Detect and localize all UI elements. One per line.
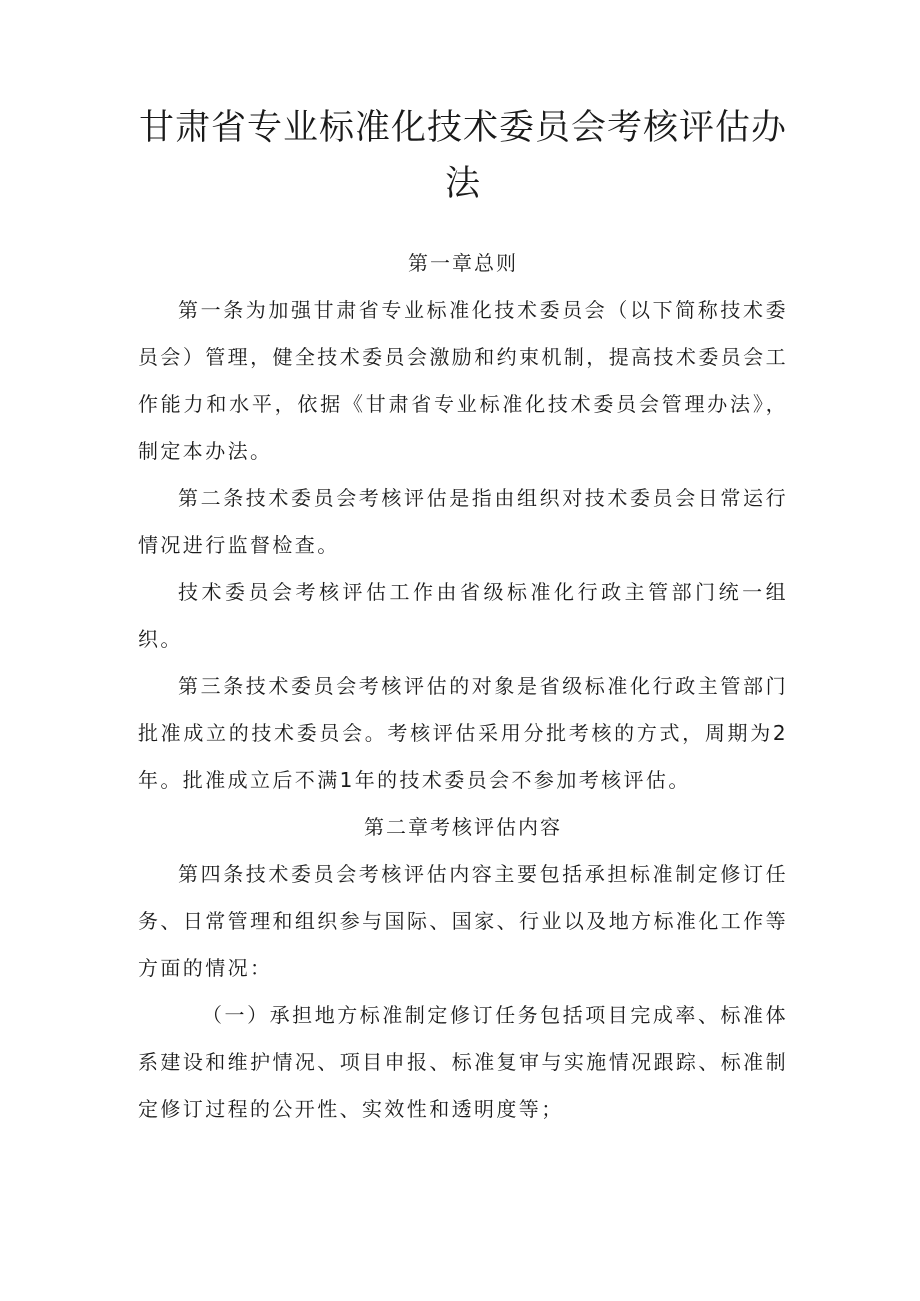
article-2: 第二条技术委员会考核评估是指由组织对技术委员会日常运行情况进行监督检查。 <box>138 486 788 557</box>
document-body <box>138 240 788 1133</box>
article-3: 第三条技术委员会考核评估的对象是省级标准化行政主管部门批准成立的技术委员会。考核评估采用分批考核的方式，周期为2年。批准成立后不满1年的技术委员会不参加考核评估。 <box>138 674 788 792</box>
article-4-item-1: （一）承担地方标准制定修订任务包括项目完成率、标准体系建设和维护情况、项目申报、标准复审与实施情况跟踪、标准制定修订过程的公开性、实效性和透明度等； <box>138 1003 788 1121</box>
article-2-paragraph-2: 技术委员会考核评估工作由省级标准化行政主管部门统一组织。 <box>138 580 788 651</box>
article-4: 第四条技术委员会考核评估内容主要包括承担标准制定修订任务、日常管理和组织参与国际、国家、行业以及地方标准化工作等方面的情况： <box>138 862 788 980</box>
document-title: 甘肃省专业标准化技术委员会考核评估办法 <box>138 108 787 204</box>
article-1: 第一条为加强甘肃省专业标准化技术委员会（以下简称技术委员会）管理，健全技术委员会激励和约束机制，提高技术委员会工作能力和水平，依据《甘肃省专业标准化技术委员会管理办法》，制定本办法。 <box>138 298 788 463</box>
chapter-2-heading: 第二章考核评估内容 <box>364 815 562 839</box>
chapter-1-heading: 第一章总则 <box>408 251 518 275</box>
